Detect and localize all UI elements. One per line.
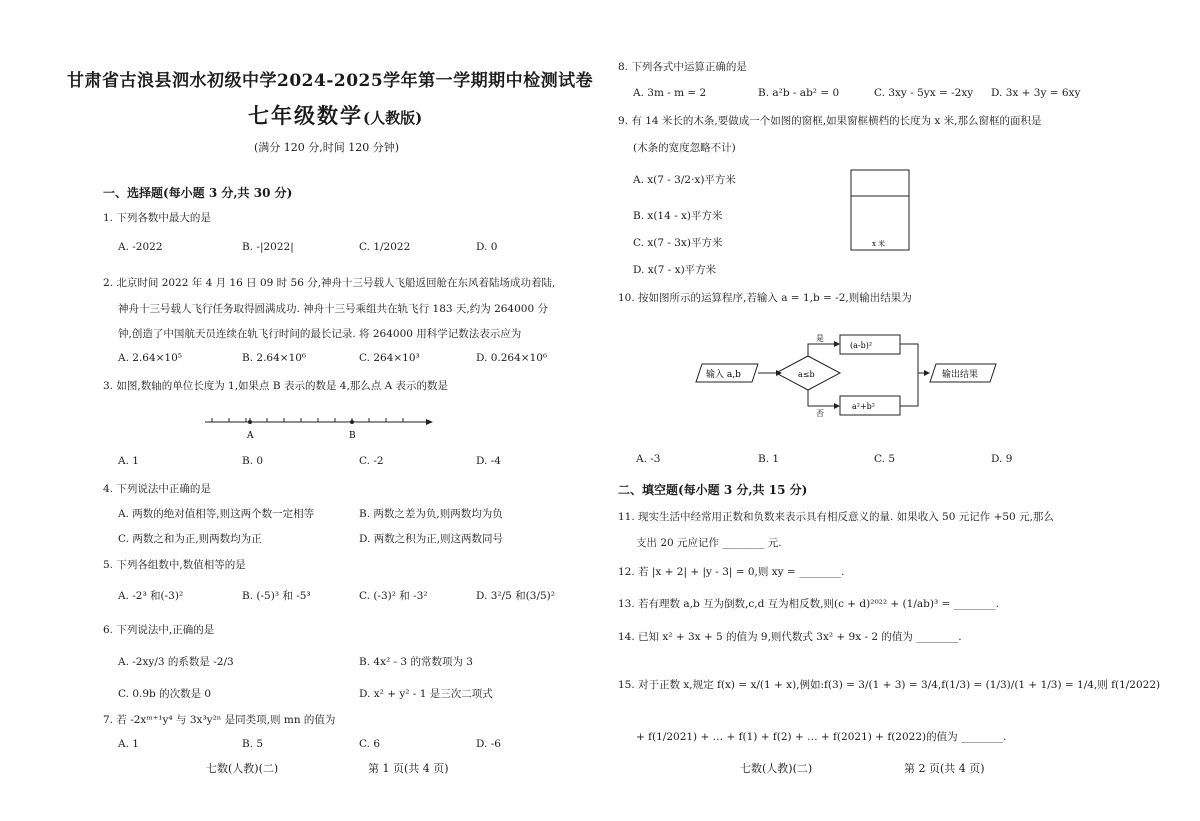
option-c: C. x(7 - 3x)平方米 [633,237,723,249]
edition-label: (人教版) [363,109,423,127]
question-stem-line: 钟,创造了中国航天员连续在轨飞行时间的最长记录. 将 264000 用科学记数法表示应为 [118,328,522,340]
option-b: B. a²b - ab² = 0 [758,87,840,99]
option-b: B. 两数之差为负,则两数均为负 [359,508,503,520]
arrow-icon [924,370,930,376]
question-stem: 6. 下列说法中,正确的是 [103,624,215,636]
flow-yes-label: 是 [816,334,824,343]
option-b: B. 0 [242,455,264,467]
question-stem: 4. 下列说法中正确的是 [103,483,211,495]
option-b: B. -|2022| [242,241,294,253]
option-a: A. 1 [118,455,139,467]
option-b: B. (-5)³ 和 -5³ [242,590,311,602]
option-c: C. (-3)² 和 -3² [359,590,428,602]
option-d: D. x(7 - x)平方米 [633,264,717,276]
section-heading-choice: 一、选择题(每小题 3 分,共 30 分) [103,186,293,200]
option-b: B. 1 [758,453,780,465]
question-stem: 10. 按如图所示的运算程序,若输入 a = 1,b = -2,则输出结果为 [618,292,912,304]
fill-question-line: 支出 20 元应记作 ________ 元. [636,537,782,549]
option-a: A. -2022 [118,241,163,253]
option-c: C. 0.9b 的次数是 0 [118,688,212,700]
option-c: C. 1/2022 [359,241,411,253]
option-c: C. -2 [359,455,384,467]
question-stem: 3. 如图,数轴的单位长度为 1,如果点 B 表示的数是 4,那么点 A 表示的数是 [103,380,449,392]
exam-note: (满分 120 分,时间 120 分钟) [254,141,400,154]
flow-condition-label: a≤b [798,370,815,379]
option-a: A. x(7 - 3/2·x)平方米 [633,174,736,186]
subject-title: 七年级数学 [248,103,363,128]
question-stem: 5. 下列各组数中,数值相等的是 [103,559,246,571]
fill-question-line: 12. 若 |x + 2| + |y - 3| = 0,则 xy = ________. [618,566,845,578]
option-d: D. 9 [991,453,1013,465]
option-a: A. 1 [118,738,139,750]
arrow-icon [834,403,840,409]
fill-question-line: 15. 对于正数 x,规定 f(x) = x/(1 + x),例如:f(3) = 3/(1 + 3) = 3/4,f(1/3) = (1/3)/(1 + 1/3) = 1/4,则 f(1/2022) [618,679,1161,691]
flow-top-label: (a-b)² [850,341,873,350]
question-stem: 1. 下列各数中最大的是 [103,212,211,224]
section-heading-fill: 二、填空题(每小题 3 分,共 15 分) [618,483,808,497]
flowchart-figure [690,328,1010,420]
fill-question-line: 11. 现实生活中经常用正数和负数来表示具有相反意义的量. 如果收入 50 元记作 +50 元,那么 [618,511,1054,523]
fill-question-line: 13. 若有理数 a,b 互为倒数,c,d 互为相反数,则(c + d)²⁰²² + (1/ab)³ = ________. [618,598,999,610]
window-width-label: x 米 [872,240,886,248]
question-stem-line: 2. 北京时间 2022 年 4 月 16 日 09 时 56 分,神舟十三号载人飞船返回舱在东风着陆场成功着陆, [103,277,556,289]
option-d: D. 0 [476,241,498,253]
option-d: D. x² + y² - 1 是三次二项式 [359,688,493,700]
window-frame-figure [848,168,914,254]
option-a: A. -3 [636,453,661,465]
option-d: D. -6 [476,738,501,750]
question-stem: 8. 下列各式中运算正确的是 [618,61,747,73]
fill-question-line: 14. 已知 x² + 3x + 5 的值为 9,则代数式 3x² + 9x - 2 的值为 ________. [618,631,962,643]
option-a: A. 3m - m = 2 [633,87,707,99]
option-c: C. 5 [874,453,896,465]
option-b: B. x(14 - x)平方米 [633,210,723,222]
option-d: D. 3²/5 和(3/5)² [476,590,555,602]
footer-left-label: 七数(人教)(二) [206,762,279,775]
flow-input-label: 输入 a,b [706,370,741,380]
option-b: B. 2.64×10⁶ [242,352,307,364]
option-c: C. 264×10³ [359,352,420,364]
option-d: D. 3x + 3y = 6xy [991,87,1081,99]
point-b [350,420,354,424]
question-stem: 7. 若 -2xᵐ⁺¹y⁴ 与 3x³y²ⁿ 是同类项,则 mn 的值为 [103,714,336,726]
option-d: D. 两数之积为正,则这两数同号 [359,533,504,545]
fill-question-line: + f(1/2021) + … + f(1) + f(2) + … + f(2021) + f(2022)的值为 ________. [636,731,1007,743]
option-d: D. -4 [476,455,501,467]
arrow-icon [834,341,840,347]
question-stem-line: 神舟十三号载人飞行任务取得圆满成功. 神舟十三号乘组共在轨飞行 183 天,约为 264000 分 [118,303,548,315]
point-b-label: B [349,431,356,441]
question-stem-line: 9. 有 14 米长的木条,要做成一个如图的窗框,如果窗框横档的长度为 x 米,那么窗框的面积是 [618,115,1042,127]
footer-left-page: 第 1 页(共 4 页) [368,762,449,775]
point-a [248,420,252,424]
option-a: A. -2xy/3 的系数是 -2/3 [118,656,234,668]
option-c: C. 6 [359,738,381,750]
option-b: B. 4x² - 3 的常数项为 3 [359,656,473,668]
option-a: A. -2³ 和(-3)² [118,590,184,602]
flow-output-label: 输出结果 [942,370,979,380]
option-b: B. 5 [242,738,264,750]
flow-bottom-label: a²+b² [852,402,876,411]
footer-right-label: 七数(人教)(二) [740,762,813,775]
question-stem-line: (木条的宽度忽略不计) [633,142,736,154]
exam-subtitle [248,100,422,130]
point-a-label: A [247,431,254,441]
exam-title: 甘肃省古浪县泗水初级中学2024-2025学年第一学期期中检测试卷 [67,71,594,91]
option-c: C. 两数之和为正,则两数均为正 [118,533,262,545]
number-line-figure [200,410,440,442]
footer-right-page: 第 2 页(共 4 页) [904,762,985,775]
option-a: A. 两数的绝对值相等,则这两个数一定相等 [118,508,315,520]
arrow-icon [426,419,433,425]
option-d: D. 0.264×10⁶ [476,352,548,364]
flow-no-label: 否 [816,409,824,418]
option-c: C. 3xy - 5yx = -2xy [874,87,974,99]
option-a: A. 2.64×10⁵ [118,352,183,364]
